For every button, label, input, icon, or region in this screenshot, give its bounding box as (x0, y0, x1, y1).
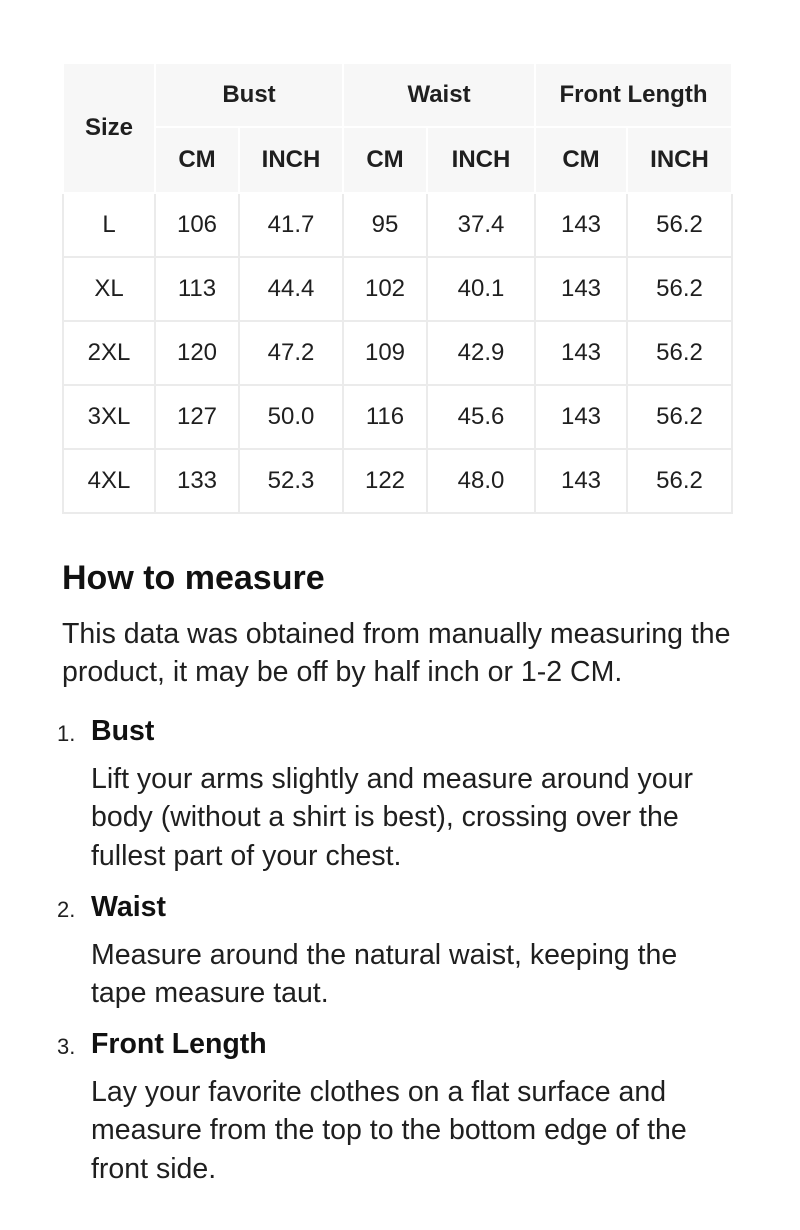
list-item-content (91, 889, 740, 1012)
how-to-measure-heading: How to measure (62, 559, 325, 597)
measurement-cell: 56.2 (627, 193, 732, 257)
measurement-cell: 56.2 (627, 257, 732, 321)
size-cell: 4XL (63, 449, 155, 513)
unit-header-waist-cm: CM (343, 127, 427, 193)
group-header-row (63, 63, 732, 127)
list-item-number: 3. (57, 1034, 76, 1060)
group-header-front-length: Front Length (535, 63, 732, 127)
table-row (63, 449, 732, 513)
list-item-number: 1. (57, 721, 76, 747)
measurement-cell: 44.4 (239, 257, 343, 321)
list-item-content (91, 713, 740, 875)
measurement-cell: 102 (343, 257, 427, 321)
measurement-cell: 56.2 (627, 449, 732, 513)
measurement-cell: 127 (155, 385, 239, 449)
table-row (63, 257, 732, 321)
unit-header-front-length-inch: INCH (627, 127, 732, 193)
measurement-cell: 143 (535, 449, 627, 513)
list-item-waist (57, 889, 740, 1012)
group-header-waist: Waist (343, 63, 535, 127)
measurement-cell: 56.2 (627, 385, 732, 449)
size-cell: L (63, 193, 155, 257)
unit-header-waist-inch: INCH (427, 127, 535, 193)
measurement-cell: 122 (343, 449, 427, 513)
measurement-cell: 47.2 (239, 321, 343, 385)
size-chart-header (63, 63, 732, 193)
table-row (63, 321, 732, 385)
list-item-number: 2. (57, 896, 76, 922)
unit-header-bust-cm: CM (155, 127, 239, 193)
measurement-cell: 116 (343, 385, 427, 449)
list-item-title: Front Length (91, 1028, 267, 1061)
measurement-cell: 95 (343, 193, 427, 257)
measurement-cell: 42.9 (427, 321, 535, 385)
size-cell: XL (63, 257, 155, 321)
list-item-description: Lay your favorite clothes on a flat surface and measure from the top to the bottom edge of the front side. (91, 1076, 687, 1185)
measurement-cell: 109 (343, 321, 427, 385)
measurement-cell: 143 (535, 385, 627, 449)
unit-header-bust-inch: INCH (239, 127, 343, 193)
measurement-cell: 143 (535, 193, 627, 257)
measurement-cell: 41.7 (239, 193, 343, 257)
list-item-description: Measure around the natural waist, keeping the tape measure taut. (91, 938, 678, 1010)
measurement-cell: 56.2 (627, 321, 732, 385)
measurement-cell: 48.0 (427, 449, 535, 513)
measurement-cell: 40.1 (427, 257, 535, 321)
list-item-bust (57, 713, 740, 875)
measurement-cell: 45.6 (427, 385, 535, 449)
measurement-cell: 113 (155, 257, 239, 321)
table-row (63, 385, 732, 449)
table-row (63, 193, 732, 257)
measurement-cell: 120 (155, 321, 239, 385)
list-item-title: Bust (91, 715, 155, 748)
list-item-content (91, 1026, 740, 1188)
size-column-header: Size (63, 63, 155, 193)
measurement-cell: 52.3 (239, 449, 343, 513)
group-header-bust: Bust (155, 63, 343, 127)
unit-header-row (63, 127, 732, 193)
list-item-title: Waist (91, 890, 166, 923)
list-item-front-length (57, 1026, 740, 1188)
list-item-description: Lift your arms slightly and measure around your body (without a shirt is best), crossing over the fullest part of your chest. (91, 763, 693, 872)
size-chart-table (62, 62, 733, 514)
measurement-cell: 143 (535, 321, 627, 385)
measurement-cell: 133 (155, 449, 239, 513)
measurement-cell: 143 (535, 257, 627, 321)
how-to-measure-intro: This data was obtained from manually measuring the product, it may be off by half inch or 1-2 CM. (62, 617, 731, 688)
measurement-cell: 106 (155, 193, 239, 257)
measurement-cell: 37.4 (427, 193, 535, 257)
size-cell: 2XL (63, 321, 155, 385)
how-to-measure-list (57, 713, 740, 1188)
measurement-cell: 50.0 (239, 385, 343, 449)
size-chart-body (63, 193, 732, 513)
size-cell: 3XL (63, 385, 155, 449)
unit-header-front-length-cm: CM (535, 127, 627, 193)
